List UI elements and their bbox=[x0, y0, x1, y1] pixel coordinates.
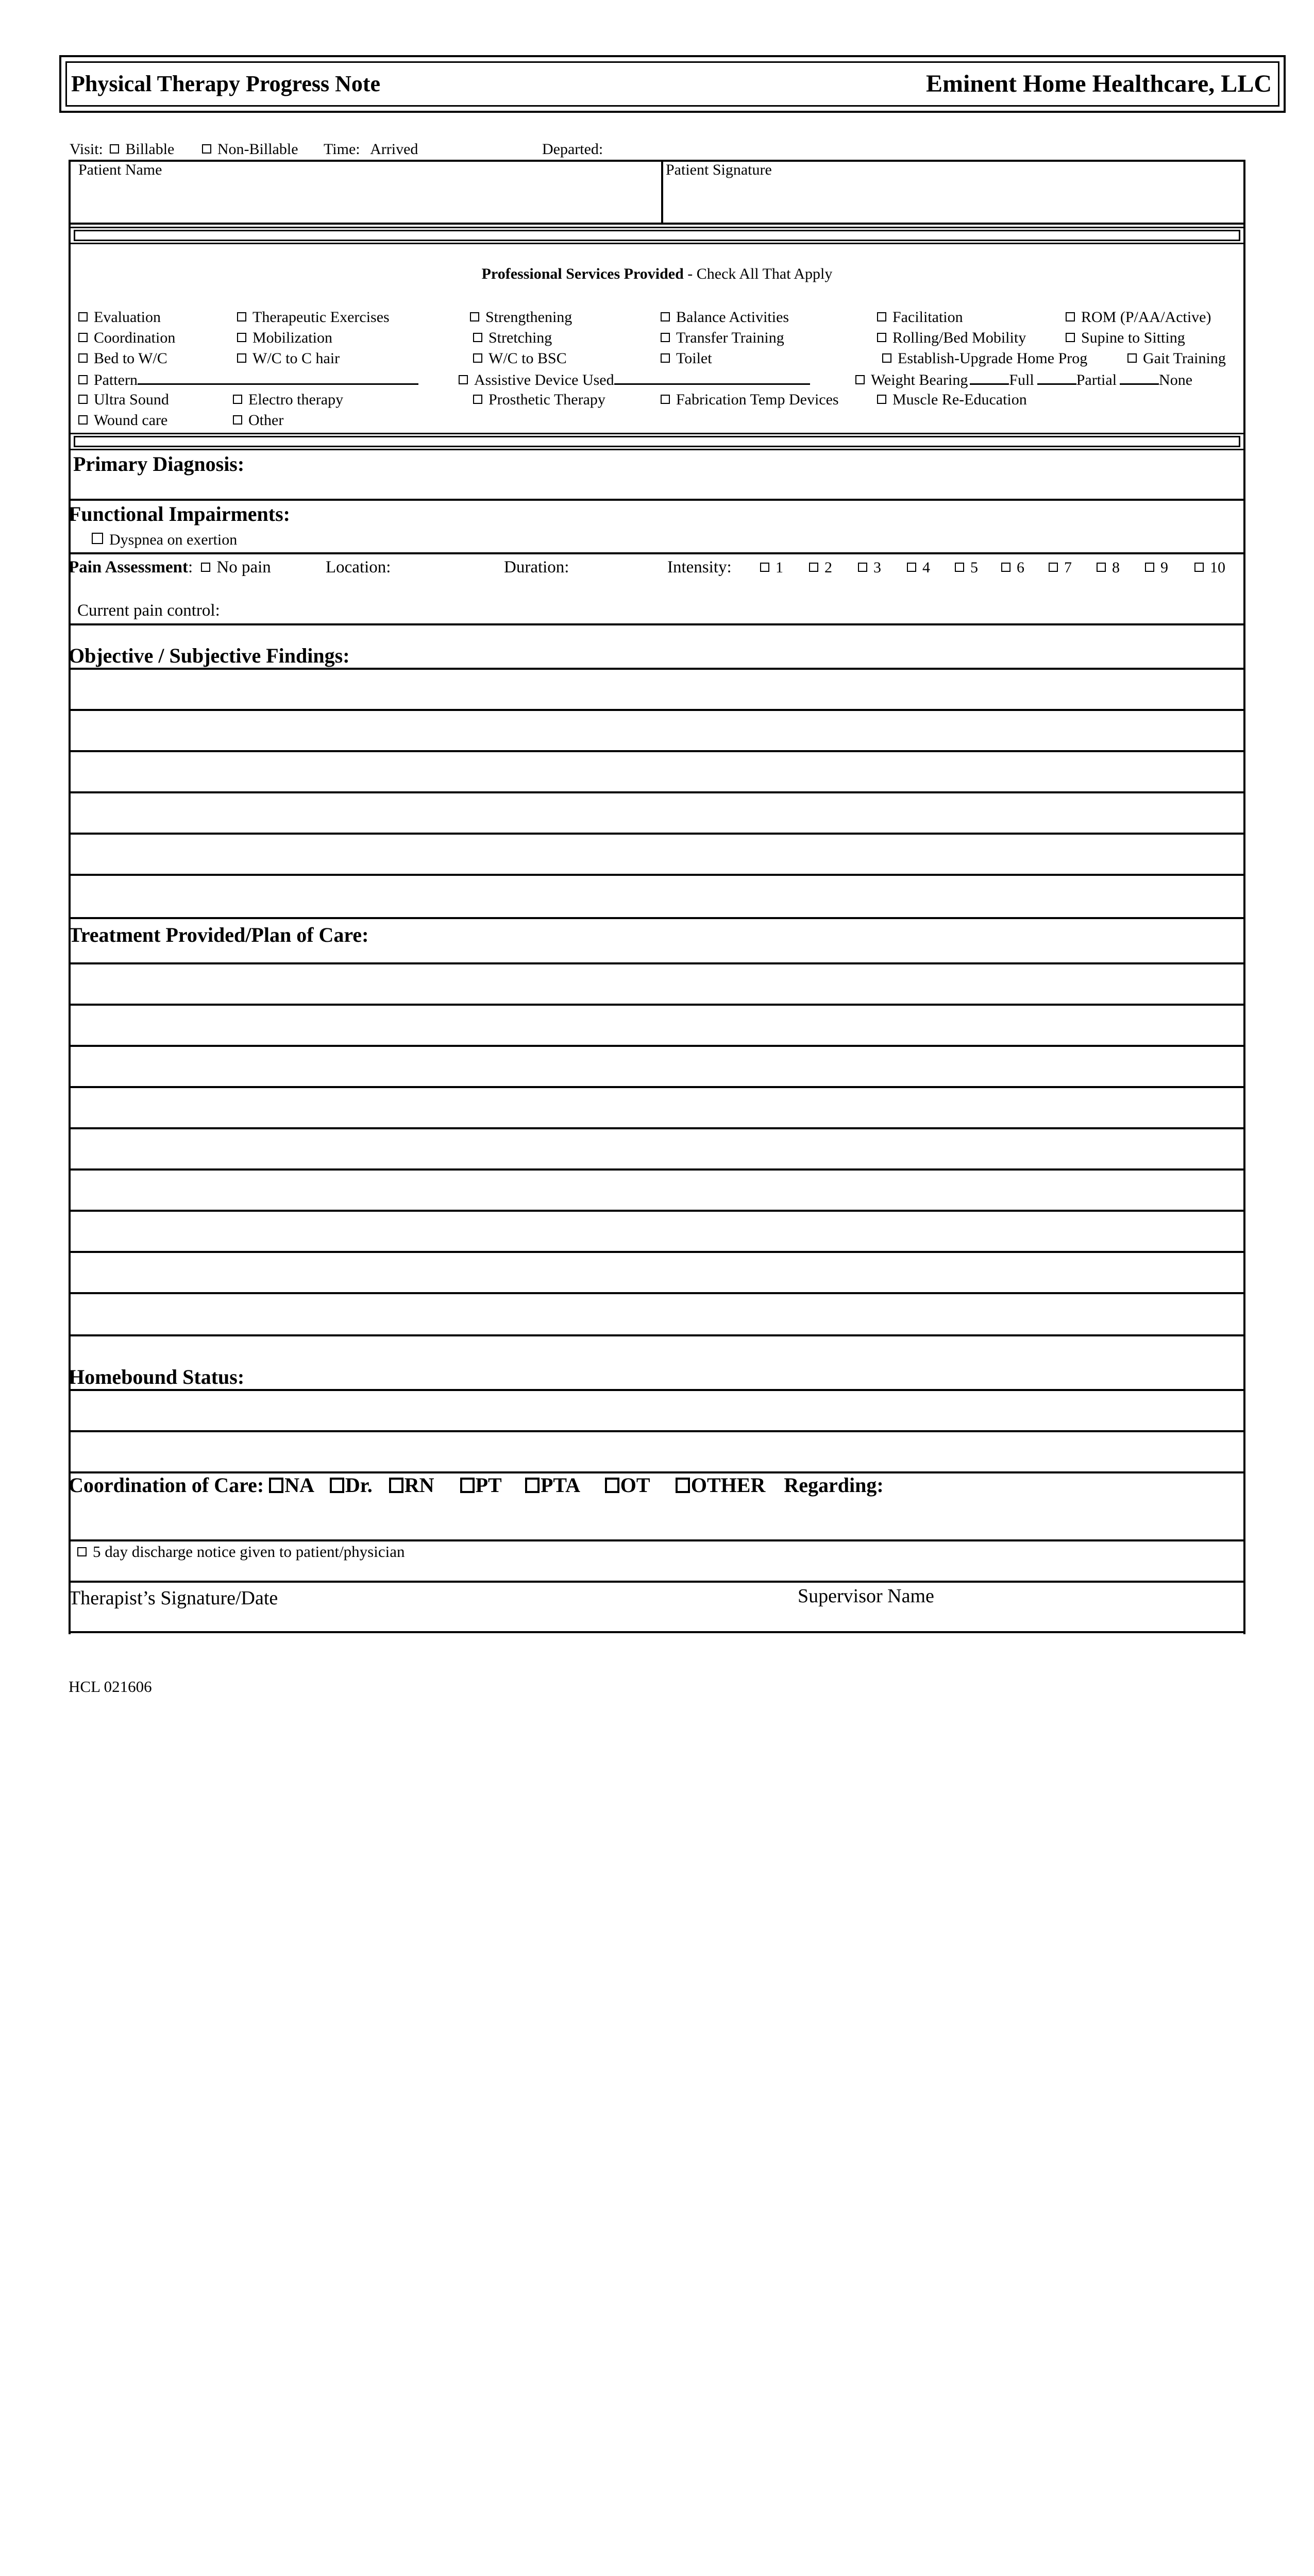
checkbox[interactable] bbox=[473, 333, 482, 342]
discharge-bottom-line bbox=[69, 1581, 1245, 1583]
svc-label: Balance Activities bbox=[676, 309, 789, 326]
treatment-line-5[interactable] bbox=[69, 1127, 1245, 1129]
svc-gait-training[interactable] bbox=[1127, 349, 1226, 368]
homebound-label: Homebound Status: bbox=[69, 1365, 245, 1388]
svc-label: Prosthetic Therapy bbox=[488, 391, 605, 408]
wb-partial-blank[interactable] bbox=[1037, 370, 1076, 385]
checkbox[interactable] bbox=[877, 312, 886, 321]
svc-label: Other bbox=[248, 412, 284, 429]
coord-option-label: RN bbox=[404, 1473, 434, 1497]
svc-label: Muscle Re-Education bbox=[892, 391, 1027, 408]
intensity-value: 10 bbox=[1210, 559, 1225, 576]
treatment-line-9[interactable] bbox=[69, 1292, 1245, 1294]
svc-label: Rolling/Bed Mobility bbox=[892, 329, 1026, 346]
pain-duration-label: Duration: bbox=[504, 558, 569, 577]
checkbox[interactable] bbox=[389, 1478, 403, 1493]
arrived-label: Arrived bbox=[370, 141, 418, 158]
svc-label: Wound care bbox=[94, 412, 168, 429]
coord-pt[interactable] bbox=[460, 1473, 501, 1497]
objective-line-3[interactable] bbox=[69, 750, 1245, 752]
checkbox[interactable] bbox=[1127, 353, 1137, 363]
coord-option-label: PT bbox=[475, 1473, 501, 1497]
coord-dr[interactable] bbox=[330, 1473, 373, 1497]
checkbox[interactable] bbox=[1066, 312, 1075, 321]
svc-toilet[interactable] bbox=[661, 349, 712, 368]
svc-label: Bed to W/C bbox=[94, 350, 167, 367]
dyspnea-item[interactable] bbox=[92, 531, 237, 549]
wb-none-blank[interactable] bbox=[1120, 370, 1159, 385]
frame-right bbox=[1243, 160, 1245, 1634]
therapist-signature-field[interactable]: Therapist’s Signature/Date bbox=[69, 1587, 278, 1609]
impairments-bottom-line bbox=[69, 552, 1245, 554]
svc-label: Stretching bbox=[488, 329, 552, 346]
checkbox[interactable] bbox=[78, 375, 88, 384]
checkbox[interactable] bbox=[955, 563, 964, 572]
checkbox[interactable] bbox=[233, 415, 242, 425]
treatment-line-10[interactable] bbox=[69, 1334, 1245, 1336]
objective-findings-label: Objective / Subjective Findings: bbox=[69, 644, 350, 667]
objective-line-6[interactable] bbox=[69, 874, 1245, 876]
form-title: Physical Therapy Progress Note bbox=[71, 71, 381, 96]
checkbox[interactable] bbox=[237, 312, 246, 321]
checkbox[interactable] bbox=[330, 1478, 344, 1493]
svc-prosthetic-therapy[interactable] bbox=[473, 391, 605, 409]
svc-label: Evaluation bbox=[94, 309, 161, 326]
svc-label: Strengthening bbox=[485, 309, 572, 326]
svc-label: Coordination bbox=[94, 329, 176, 346]
wb-full-blank[interactable] bbox=[970, 370, 1009, 385]
svc-label: Facilitation bbox=[892, 309, 963, 326]
svc-other[interactable] bbox=[233, 411, 283, 430]
checkbox[interactable] bbox=[473, 395, 482, 404]
pain-intensity-label: Intensity: bbox=[667, 558, 732, 577]
checkbox[interactable] bbox=[661, 353, 670, 363]
departed-label: Departed: bbox=[542, 141, 603, 158]
intensity-value: 6 bbox=[1017, 559, 1024, 576]
intensity-value: 1 bbox=[776, 559, 783, 576]
checkbox[interactable] bbox=[1194, 563, 1204, 572]
discharge-label: 5 day discharge notice given to patient/physician bbox=[93, 1543, 405, 1561]
intensity-5[interactable] bbox=[955, 558, 978, 577]
checkbox[interactable] bbox=[460, 1478, 475, 1493]
discharge-checkbox[interactable] bbox=[77, 1547, 87, 1556]
objective-line-1[interactable] bbox=[69, 668, 1245, 670]
objective-line-2[interactable] bbox=[69, 709, 1245, 711]
wb-partial-label: Partial bbox=[1076, 371, 1117, 388]
coordination-bottom-line bbox=[69, 1539, 1245, 1541]
intensity-3[interactable] bbox=[858, 558, 881, 577]
intensity-2[interactable] bbox=[809, 558, 832, 577]
svc-ultra-sound[interactable] bbox=[78, 391, 169, 409]
homebound-line-2[interactable] bbox=[69, 1430, 1245, 1432]
checkbox[interactable] bbox=[459, 375, 468, 384]
checkbox[interactable] bbox=[760, 563, 769, 572]
checkbox[interactable] bbox=[473, 353, 482, 363]
checkbox[interactable] bbox=[809, 563, 818, 572]
wb-none-label: None bbox=[1159, 371, 1193, 388]
patient-divider bbox=[661, 160, 663, 224]
checkbox[interactable] bbox=[907, 563, 916, 572]
coord-option-label: Dr. bbox=[345, 1473, 373, 1497]
form-code: HCL 021606 bbox=[69, 1677, 152, 1696]
dyspnea-checkbox[interactable] bbox=[92, 533, 103, 544]
svc-pattern[interactable] bbox=[78, 370, 418, 389]
svc-muscle-reeducation[interactable] bbox=[877, 391, 1027, 409]
svc-label: Therapeutic Exercises bbox=[252, 309, 390, 326]
svc-evaluation[interactable] bbox=[78, 308, 161, 327]
svc-rolling-bed-mobility[interactable] bbox=[877, 329, 1026, 347]
checkbox[interactable] bbox=[237, 353, 246, 363]
pain-assessment-label: Pain Assessment bbox=[69, 558, 188, 577]
svc-supine-to-sitting[interactable] bbox=[1066, 329, 1185, 347]
checkbox[interactable] bbox=[1001, 563, 1010, 572]
pattern-blank[interactable] bbox=[138, 370, 418, 385]
svc-label: Mobilization bbox=[252, 329, 332, 346]
intensity-1[interactable] bbox=[760, 558, 783, 577]
billable-label: Billable bbox=[125, 141, 175, 158]
coord-option-label: NA bbox=[284, 1473, 313, 1497]
checkbox[interactable] bbox=[1049, 563, 1058, 572]
coord-rn[interactable] bbox=[389, 1473, 434, 1497]
coord-option-label: OT bbox=[620, 1473, 650, 1497]
svc-label: Ultra Sound bbox=[94, 391, 169, 408]
svc-stretching[interactable] bbox=[473, 329, 552, 347]
no-pain-checkbox[interactable] bbox=[201, 563, 210, 572]
intensity-value: 8 bbox=[1112, 559, 1120, 576]
treatment-line-1[interactable] bbox=[69, 962, 1245, 964]
non-billable-checkbox[interactable] bbox=[202, 144, 211, 154]
intensity-6[interactable] bbox=[1001, 558, 1024, 577]
treatment-line-4[interactable] bbox=[69, 1086, 1245, 1088]
checkbox[interactable] bbox=[78, 312, 88, 321]
svc-balance-activities[interactable] bbox=[661, 308, 789, 327]
treatment-line-7[interactable] bbox=[69, 1210, 1245, 1212]
checkbox[interactable] bbox=[470, 312, 479, 321]
svc-label: Gait Training bbox=[1143, 350, 1226, 367]
svc-label: Weight Bearing bbox=[871, 371, 968, 388]
treatment-line-2[interactable] bbox=[69, 1004, 1245, 1006]
checkbox[interactable] bbox=[855, 375, 865, 384]
homebound-line-1[interactable] bbox=[69, 1389, 1245, 1391]
coord-ot[interactable] bbox=[605, 1473, 650, 1497]
frame-left bbox=[69, 160, 71, 1634]
pain-colon: : bbox=[188, 558, 193, 577]
svc-fabrication-temp-devices[interactable] bbox=[661, 391, 839, 409]
svc-label: W/C to C hair bbox=[252, 350, 340, 367]
checkbox[interactable] bbox=[882, 353, 891, 363]
coord-other[interactable] bbox=[676, 1473, 765, 1497]
svc-establish-upgrade[interactable] bbox=[882, 349, 1087, 368]
discharge-notice[interactable] bbox=[77, 1543, 405, 1561]
checkbox[interactable] bbox=[233, 395, 242, 404]
functional-impairments-label: Functional Impairments: bbox=[69, 502, 290, 526]
checkbox[interactable] bbox=[1097, 563, 1106, 572]
svc-electro-therapy[interactable] bbox=[233, 391, 343, 409]
checkbox[interactable] bbox=[1066, 333, 1075, 342]
pain-bottom-line bbox=[69, 623, 1245, 625]
coordination-row bbox=[69, 1473, 884, 1497]
checkbox[interactable] bbox=[877, 395, 886, 404]
coord-regarding: Regarding: bbox=[784, 1473, 884, 1497]
checkbox[interactable] bbox=[605, 1478, 619, 1493]
svc-label: Pattern bbox=[94, 371, 138, 388]
coordination-label: Coordination of Care: bbox=[69, 1473, 264, 1497]
no-pain-label: No pain bbox=[216, 558, 271, 577]
wb-full-label: Full bbox=[1009, 371, 1034, 388]
pain-control-label[interactable]: Current pain control: bbox=[77, 601, 220, 620]
svc-assistive-device[interactable] bbox=[459, 370, 810, 389]
services-subheading: - Check All That Apply bbox=[683, 265, 833, 282]
checkbox[interactable] bbox=[525, 1478, 540, 1493]
patient-top-line bbox=[69, 160, 1245, 162]
checkbox[interactable] bbox=[858, 563, 867, 572]
coord-na[interactable] bbox=[269, 1473, 313, 1497]
svc-wound-care[interactable] bbox=[78, 411, 167, 430]
svc-label: Supine to Sitting bbox=[1081, 329, 1185, 346]
svc-therapeutic-exercises[interactable] bbox=[237, 308, 390, 327]
svc-label: Establish-Upgrade Home Prog bbox=[898, 350, 1088, 367]
svc-strengthening[interactable] bbox=[470, 308, 572, 327]
checkbox[interactable] bbox=[877, 333, 886, 342]
non-billable-label: Non-Billable bbox=[217, 141, 298, 158]
checkbox[interactable] bbox=[1145, 563, 1154, 572]
svc-label: Electro therapy bbox=[248, 391, 344, 408]
diagnosis-bottom-line bbox=[69, 499, 1245, 501]
svc-label: ROM (P/AA/Active) bbox=[1081, 309, 1211, 326]
treatment-line-6[interactable] bbox=[69, 1168, 1245, 1171]
svc-weight-bearing[interactable] bbox=[855, 370, 1192, 389]
primary-diagnosis-label: Primary Diagnosis: bbox=[73, 452, 245, 476]
time-label: Time: bbox=[324, 141, 360, 158]
intensity-value: 9 bbox=[1160, 559, 1168, 576]
checkbox[interactable] bbox=[269, 1478, 283, 1493]
separator-2-inner bbox=[74, 436, 1240, 447]
svc-facilitation[interactable] bbox=[877, 308, 963, 327]
intensity-value: 3 bbox=[873, 559, 881, 576]
svc-wc-to-bsc[interactable] bbox=[473, 349, 567, 368]
intensity-7[interactable] bbox=[1049, 558, 1072, 577]
checkbox[interactable] bbox=[78, 395, 88, 404]
svc-wc-to-chair[interactable] bbox=[237, 349, 340, 368]
treatment-label: Treatment Provided/Plan of Care: bbox=[69, 923, 369, 946]
treatment-line-8[interactable] bbox=[69, 1251, 1245, 1253]
intensity-4[interactable] bbox=[907, 558, 930, 577]
checkbox[interactable] bbox=[661, 395, 670, 404]
intensity-8[interactable] bbox=[1097, 558, 1120, 577]
checkbox[interactable] bbox=[661, 333, 670, 342]
svc-mobilization[interactable] bbox=[237, 329, 332, 347]
billable-checkbox[interactable] bbox=[110, 144, 119, 154]
svc-coordination[interactable] bbox=[78, 329, 175, 347]
intensity-9[interactable] bbox=[1145, 558, 1168, 577]
visit-label: Visit: bbox=[70, 141, 103, 158]
pain-location-label: Location: bbox=[326, 558, 391, 577]
signature-bottom-line bbox=[69, 1631, 1245, 1633]
dyspnea-label: Dyspnea on exertion bbox=[109, 531, 238, 548]
intensity-value: 2 bbox=[824, 559, 832, 576]
assistive-device-blank[interactable] bbox=[614, 370, 810, 385]
checkbox[interactable] bbox=[78, 415, 88, 425]
objective-line-4[interactable] bbox=[69, 791, 1245, 793]
svc-label: Fabrication Temp Devices bbox=[676, 391, 839, 408]
supervisor-name-field[interactable]: Supervisor Name bbox=[798, 1585, 934, 1607]
coord-option-label: OTHER bbox=[690, 1473, 766, 1497]
checkbox[interactable] bbox=[78, 333, 88, 342]
svc-label: W/C to BSC bbox=[488, 350, 567, 367]
intensity-value: 7 bbox=[1064, 559, 1072, 576]
company-name: Eminent Home Healthcare, LLC bbox=[925, 70, 1272, 97]
patient-name-field[interactable]: Patient Name bbox=[78, 161, 162, 178]
patient-signature-field[interactable]: Patient Signature bbox=[666, 161, 772, 178]
checkbox[interactable] bbox=[78, 353, 88, 363]
coord-option-label: PTA bbox=[540, 1473, 579, 1497]
objective-line-5[interactable] bbox=[69, 833, 1245, 835]
coord-pta[interactable] bbox=[525, 1473, 579, 1497]
svc-label: Assistive Device Used bbox=[474, 371, 614, 388]
svc-transfer-training[interactable] bbox=[661, 329, 784, 347]
separator-1-inner bbox=[74, 230, 1240, 241]
visit-row bbox=[70, 140, 418, 159]
intensity-value: 4 bbox=[922, 559, 930, 576]
svc-rom[interactable] bbox=[1066, 308, 1211, 327]
treatment-line-3[interactable] bbox=[69, 1045, 1245, 1047]
svc-label: Transfer Training bbox=[676, 329, 784, 346]
intensity-value: 5 bbox=[970, 559, 978, 576]
patient-bottom-line bbox=[69, 223, 1245, 225]
pain-row bbox=[69, 557, 271, 577]
services-heading: Professional Services Provided bbox=[481, 265, 684, 282]
checkbox[interactable] bbox=[237, 333, 246, 342]
checkbox[interactable] bbox=[676, 1478, 690, 1493]
checkbox[interactable] bbox=[661, 312, 670, 321]
intensity-10[interactable] bbox=[1194, 558, 1225, 577]
svc-bed-to-wc[interactable] bbox=[78, 349, 167, 368]
services-heading-row bbox=[0, 265, 1314, 283]
svc-label: Toilet bbox=[676, 350, 712, 367]
objective-line-7[interactable] bbox=[69, 917, 1245, 919]
